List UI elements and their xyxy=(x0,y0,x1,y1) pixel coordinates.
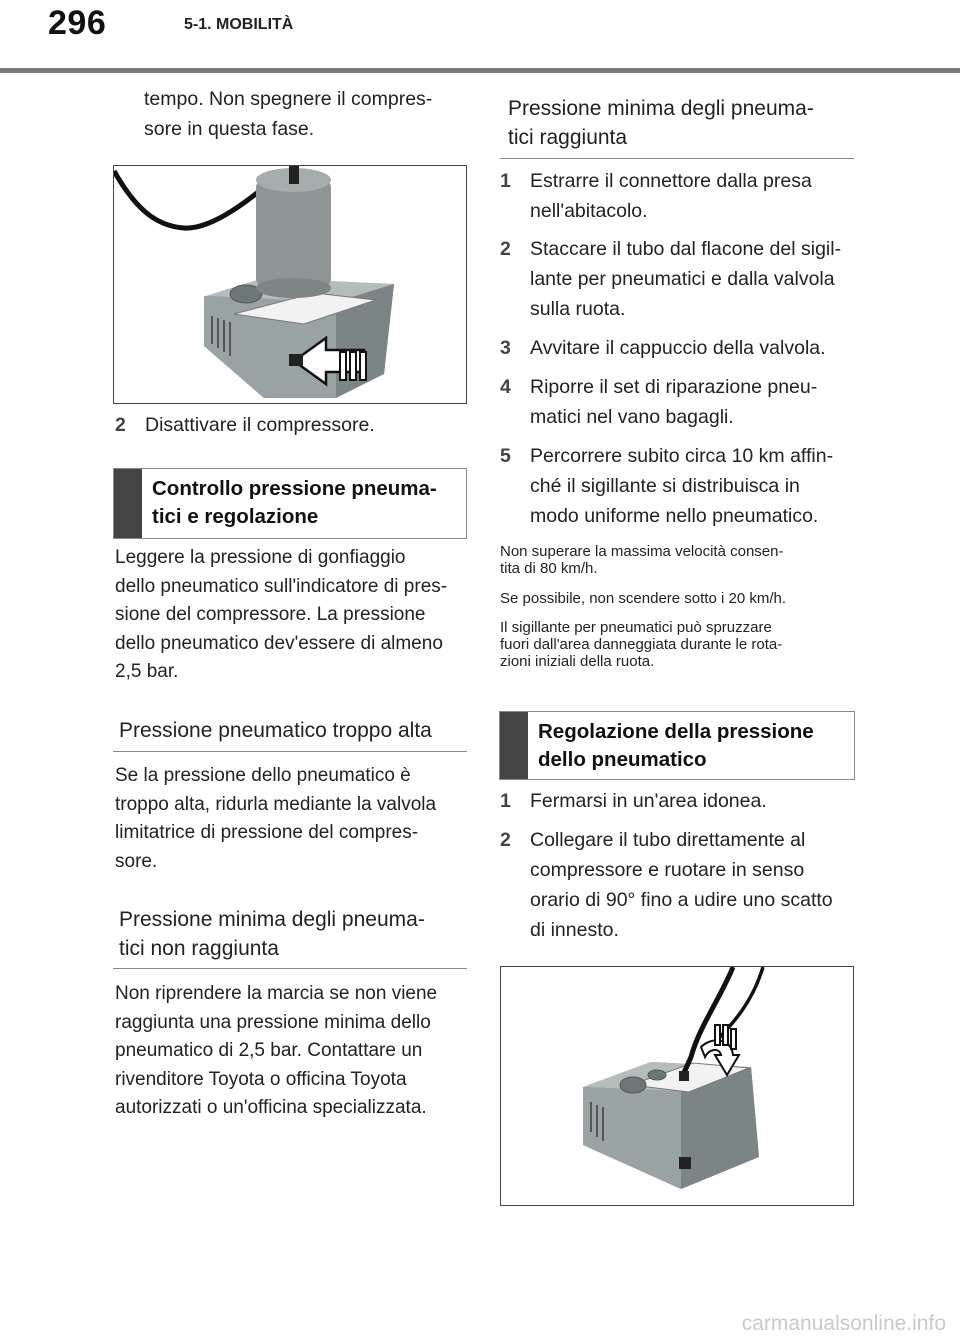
paragraph-line: Non riprendere la marcia se non viene xyxy=(115,983,438,1004)
paragraph-line: troppo alta, ridurla mediante la valvola xyxy=(115,793,437,815)
subheading-troppo-alta xyxy=(113,712,467,752)
step-line: Avvitare il cappuccio della valvola. xyxy=(530,337,826,359)
subheading-title xyxy=(119,905,425,963)
step-line: Staccare il tubo dal flacone del sigil- xyxy=(530,238,842,260)
step-item xyxy=(500,166,860,226)
paragraph-leggere xyxy=(115,544,447,687)
step-line: Estrarre il connettore dalla presa xyxy=(530,170,812,192)
step-number: 5 xyxy=(500,445,511,467)
heading-box-bar xyxy=(500,712,528,779)
step-item xyxy=(500,234,860,324)
subheading-line: tici raggiunta xyxy=(508,126,628,149)
step-number: 4 xyxy=(500,376,511,398)
paragraph-line: sore. xyxy=(115,850,158,872)
subheading-line: Pressione minima degli pneuma- xyxy=(508,97,814,120)
step-line: sulla ruota. xyxy=(530,298,626,320)
header-divider xyxy=(0,68,960,73)
paragraph-line: autorizzati o un'officina specializzata. xyxy=(115,1097,427,1118)
step-line: di innesto. xyxy=(530,919,619,941)
note-line: fuori dall'area danneggiata durante le rota- xyxy=(500,636,783,653)
subheading-rule xyxy=(500,158,854,159)
step-text xyxy=(530,234,841,324)
step-number: 2 xyxy=(500,238,511,260)
intro-text xyxy=(144,84,432,144)
step-line: Collegare il tubo direttamente al xyxy=(530,829,806,851)
note-line: tita di 80 km/h. xyxy=(500,560,598,577)
compressor-bottle-illustration xyxy=(114,166,466,403)
step-line: orario di 90° fino a udire uno scatto xyxy=(530,889,833,911)
subheading-raggiunta xyxy=(500,88,854,159)
step-number: 2 xyxy=(115,414,126,436)
step-text xyxy=(530,786,767,816)
watermark-text: carmanualsonline.info xyxy=(741,1312,946,1335)
subheading-rule xyxy=(113,968,467,969)
step-line: lante per pneumatici e dalla valvola xyxy=(530,268,835,290)
paragraph-line: dello pneumatico dev'essere di almeno xyxy=(115,632,443,654)
paragraph-line: raggiunta una pressione minima dello xyxy=(115,1011,431,1033)
subheading-non-raggiunta xyxy=(113,903,467,969)
step-text xyxy=(530,825,833,945)
step-item xyxy=(115,410,475,440)
step-text xyxy=(530,372,817,432)
paragraph-line: sione del compressore. La pressione xyxy=(115,604,426,625)
step-number: 1 xyxy=(500,790,511,812)
paragraph-line: limitatrice di pressione del compres- xyxy=(115,822,419,843)
step-line: matici nel vano bagagli. xyxy=(530,406,734,428)
subheading-line: tici non raggiunta xyxy=(119,937,279,960)
heading-line: tici e regolazione xyxy=(152,505,319,528)
subheading-line: Pressione minima degli pneuma- xyxy=(119,908,425,931)
paragraph-line: Leggere la pressione di gonfiaggio xyxy=(115,547,406,568)
step-line: Percorrere subito circa 10 km affin- xyxy=(530,445,834,467)
heading-line: dello pneumatico xyxy=(538,748,707,771)
subheading-rule xyxy=(113,751,467,752)
step-text xyxy=(530,333,826,363)
compressor-hose-figure xyxy=(500,966,854,1206)
step-text xyxy=(530,441,833,531)
paragraph-non-raggiunta xyxy=(115,980,437,1123)
heading-box-title xyxy=(152,475,437,531)
step-number: 1 xyxy=(500,170,511,192)
compressor-bottle-figure xyxy=(113,165,467,404)
step-item xyxy=(500,441,860,531)
note-line: Non superare la massima velocità consen- xyxy=(500,543,784,560)
step-number: 3 xyxy=(500,337,511,359)
intro-line: tempo. Non spegnere il compres- xyxy=(144,88,433,110)
compressor-hose-illustration xyxy=(501,967,853,1205)
heading-box-regolazione xyxy=(499,711,855,780)
paragraph-alta xyxy=(115,762,436,876)
intro-line: sore in questa fase. xyxy=(144,118,315,140)
step-line: compressore e ruotare in senso xyxy=(530,859,805,881)
step-item xyxy=(500,372,860,432)
subheading-title: Pressione pneumatico troppo alta xyxy=(119,719,432,742)
step-number: 2 xyxy=(500,829,511,851)
paragraph-line: pneumatico di 2,5 bar. Contattare un xyxy=(115,1040,423,1061)
step-item xyxy=(500,786,860,816)
note-speed-max xyxy=(500,543,783,577)
subheading-title xyxy=(508,94,814,152)
heading-line: Controllo pressione pneuma- xyxy=(152,477,437,500)
note-line: Il sigillante per pneumatici può spruzzare xyxy=(500,619,772,636)
step-line: nell'abitacolo. xyxy=(530,200,648,222)
step-line: Riporre il set di riparazione pneu- xyxy=(530,376,818,398)
note-line: zioni iniziali della ruota. xyxy=(500,653,655,670)
note-speed-min xyxy=(500,590,786,607)
step-item xyxy=(500,333,860,363)
step-line: ché il sigillante si distribuisca in xyxy=(530,475,800,497)
step-item xyxy=(500,825,860,945)
step-line: Fermarsi in un'area idonea. xyxy=(530,790,767,812)
page-number: 296 xyxy=(48,4,107,42)
heading-box-controllo xyxy=(113,468,467,539)
note-sealant xyxy=(500,619,782,670)
paragraph-line: dello pneumatico sull'indicatore di pres- xyxy=(115,575,448,597)
paragraph-line: rivenditore Toyota o officina Toyota xyxy=(115,1068,407,1090)
paragraph-line: 2,5 bar. xyxy=(115,661,179,682)
section-title: 5-1. MOBILITÀ xyxy=(184,16,294,33)
step-text xyxy=(530,166,812,226)
step-line: modo uniforme nello pneumatico. xyxy=(530,505,819,527)
paragraph-line: Se la pressione dello pneumatico è xyxy=(115,765,411,786)
heading-box-title xyxy=(538,718,814,774)
heading-line: Regolazione della pressione xyxy=(538,720,814,743)
note-line: Se possibile, non scendere sotto i 20 km/h. xyxy=(500,590,786,607)
heading-box-bar xyxy=(114,469,142,538)
step-text: Disattivare il compressore. xyxy=(145,414,375,436)
